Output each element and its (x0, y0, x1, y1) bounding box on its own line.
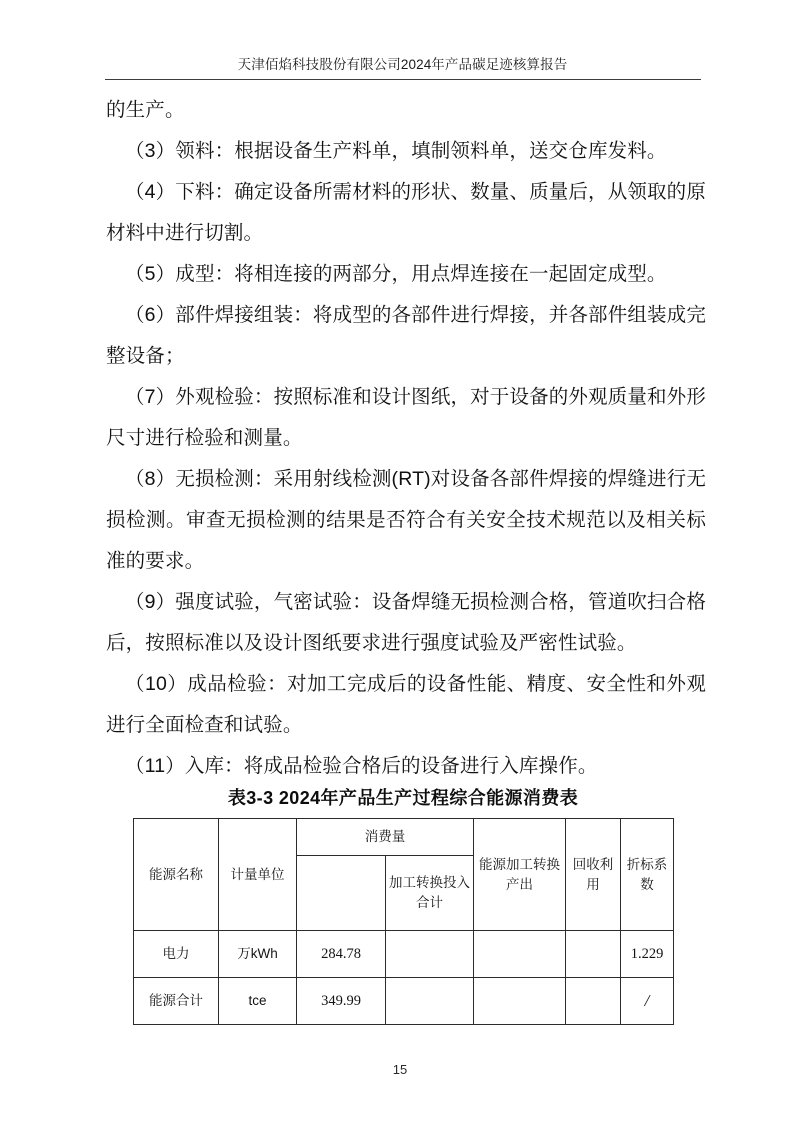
header-unit: 计量单位 (219, 819, 297, 931)
table-row (134, 931, 674, 978)
document-body (106, 90, 706, 787)
running-header (105, 55, 700, 75)
cell-conversion-output (474, 931, 566, 978)
cell-unit: 万kWh (219, 931, 297, 978)
table-header-row-1 (134, 819, 674, 856)
header-divider-rule (105, 79, 701, 80)
cell-conversion-output (474, 978, 566, 1025)
paragraph-continuation: 的生产。 (106, 99, 185, 121)
header-coefficient: 折标系数 (621, 819, 674, 931)
page-number: 15 (392, 1062, 408, 1077)
cell-recycling (566, 978, 621, 1025)
table-body (134, 931, 674, 1025)
cell-consumption-1: 284.78 (297, 931, 386, 978)
paragraph-item-6: （6）部件焊接组装：将成型的各部件进行焊接，并各部件组装成完整设备； (106, 304, 706, 367)
paragraph-item-11: （11）入库：将成品检验合格后的设备进行入库操作。 (125, 755, 598, 777)
paragraph-item-10: （10）成品检验：对加工完成后的设备性能、精度、安全性和外观进行全面检查和试验。 (106, 673, 706, 736)
paragraph-item-9: （9）强度试验，气密试验：设备焊缝无损检测合格，管道吹扫合格后，按照标准以及设计图纸要求进行强度试验及严密性试验。 (106, 591, 706, 654)
table-head (134, 819, 674, 931)
cell-coefficient: 1.229 (621, 931, 674, 978)
cell-consumption-2 (386, 931, 474, 978)
cell-recycling (566, 931, 621, 978)
paragraph-item-4: （4）下料：确定设备所需材料的形状、数量、质量后，从领取的原材料中进行切割。 (106, 181, 706, 244)
paragraph-item-5: （5）成型：将相连接的两部分，用点焊连接在一起固定成型。 (125, 263, 667, 285)
header-conversion-output: 能源加工转换产出 (474, 819, 566, 931)
header-consumption-group: 消费量 (297, 819, 474, 856)
energy-consumption-table (133, 818, 674, 1025)
paragraph-item-3: （3）领料：根据设备生产料单，填制领料单，送交仓库发料。 (125, 140, 667, 162)
header-energy-name: 能源名称 (134, 819, 219, 931)
table-caption: 表3-3 2024年产品生产过程综合能源消费表 (227, 788, 579, 808)
header-consumption-sub-blank (297, 856, 386, 931)
paragraph-item-7: （7）外观检验：按照标准和设计图纸，对于设备的外观质量和外形尺寸进行检验和测量。 (106, 386, 706, 449)
cell-energy-name: 能源合计 (134, 978, 219, 1025)
header-consumption-sub-input: 加工转换投入合计 (386, 856, 474, 931)
paragraph-item-8: （8）无损检测：采用射线检测(RT)对设备各部件焊接的焊缝进行无损检测。审查无损检测的结果是否符合有关安全技术规范以及相关标准的要求。 (106, 468, 706, 572)
cell-consumption-2 (386, 978, 474, 1025)
cell-consumption-1: 349.99 (297, 978, 386, 1025)
cell-coefficient: / (621, 978, 674, 1025)
running-header-text: 天津佰焰科技股份有限公司2024年产品碳足迹核算报告 (237, 57, 568, 72)
cell-energy-name: 电力 (134, 931, 219, 978)
header-recycling: 回收利用 (566, 819, 621, 931)
cell-unit: tce (219, 978, 297, 1025)
table-row (134, 978, 674, 1025)
